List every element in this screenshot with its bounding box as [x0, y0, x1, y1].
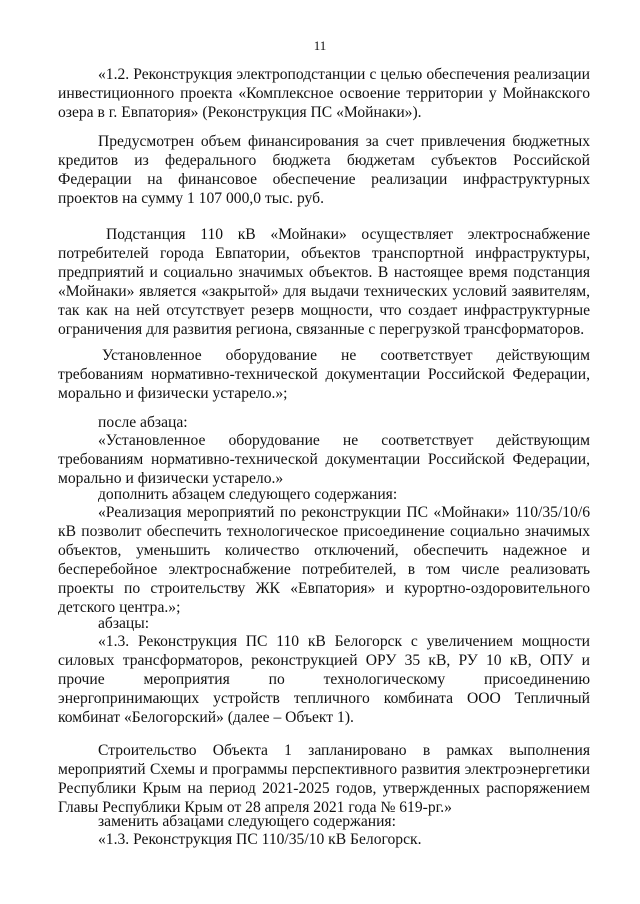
paragraph-paragraphs-label: абзацы:: [98, 615, 150, 632]
paragraph-supplement-label: дополнить абзацем следующего содержания:: [98, 486, 398, 503]
paragraph-financing: Предусмотрен объем финансирования за счет привлечения бюджетных кредитов из федерального бюджета бюджетам субъектов Российской Федерации на финансовое обеспечение реализации инфраструктурных проектов на сумму 1 107 000,0 тыс. руб.: [58, 133, 590, 207]
paragraph-equipment-outdated: Установленное оборудование не соответствует действующим требованиям нормативно-технической документации Российской Федерации, морально и физически устарело.»;: [58, 347, 590, 402]
paragraph-substation-description: Подстанция 110 кВ «Мойнаки» осуществляет электроснабжение потребителей города Евпатории, объектов транспортной инфраструктуры, предприятий и социально значимых объектов. В настоящее время подстанция «Мойнаки» является «закрытой» для выдачи технических условий заявителям, так как на ней отсутствует резерв мощности, что создает инфраструктурные ограничения для развития региона, связанные с перегрузкой трансформаторов.: [58, 226, 590, 338]
paragraph-equipment-quote: «Установленное оборудование не соответствует действующим требованиям нормативно-технической документации Российской Федерации, морально и физически устарело.»: [58, 432, 590, 487]
paragraph-1-2-heading: «1.2. Реконструкция электроподстанции с целью обеспечения реализации инвестиционного проекта «Комплексное освоение территории у Мойнакского озера в г. Евпатория» (Реконструкция ПС «Мойнаки»).: [58, 66, 590, 121]
paragraph-1-3-new: «1.3. Реконструкция ПС 110/35/10 кВ Белогорск.: [98, 831, 422, 848]
page-number: 11: [313, 38, 327, 53]
paragraph-object-1-construction: Строительство Объекта 1 запланировано в рамках выполнения мероприятий Схемы и программы перспективного развития электроэнергетики Республики Крым на период 2021-2025 годов, утвержденных распоряжением Главы Республики Крым от 28 апреля 2021 года № 619-рг.»: [58, 742, 590, 816]
paragraph-reconstruction-benefits: «Реализация мероприятий по реконструкции ПС «Мойнаки» 110/35/10/6 кВ позволит обеспечить технологическое присоединение социально значимых объектов, уменьшить количество отключений, обеспечить надежное и бесперебойное электроснабжение потребителей, в том числе реализовать проекты по строительству ЖК «Евпатория» и курортно-оздоровительного детского центра.»;: [58, 504, 590, 616]
paragraph-replace-label: заменить абзацами следующего содержания:: [98, 813, 396, 830]
paragraph-1-3-old: «1.3. Реконструкция ПС 110 кВ Белогорск с увеличением мощности силовых трансформаторов, реконструкцией ОРУ 35 кВ, РУ 10 кВ, ОПУ и прочие мероприятия по технологическому присоединению энергопринимающих устройств тепличного комбината ООО Тепличный комбинат «Белогорский» (далее – Объект 1).: [58, 633, 590, 726]
paragraph-after-label: после абзаца:: [98, 414, 188, 431]
